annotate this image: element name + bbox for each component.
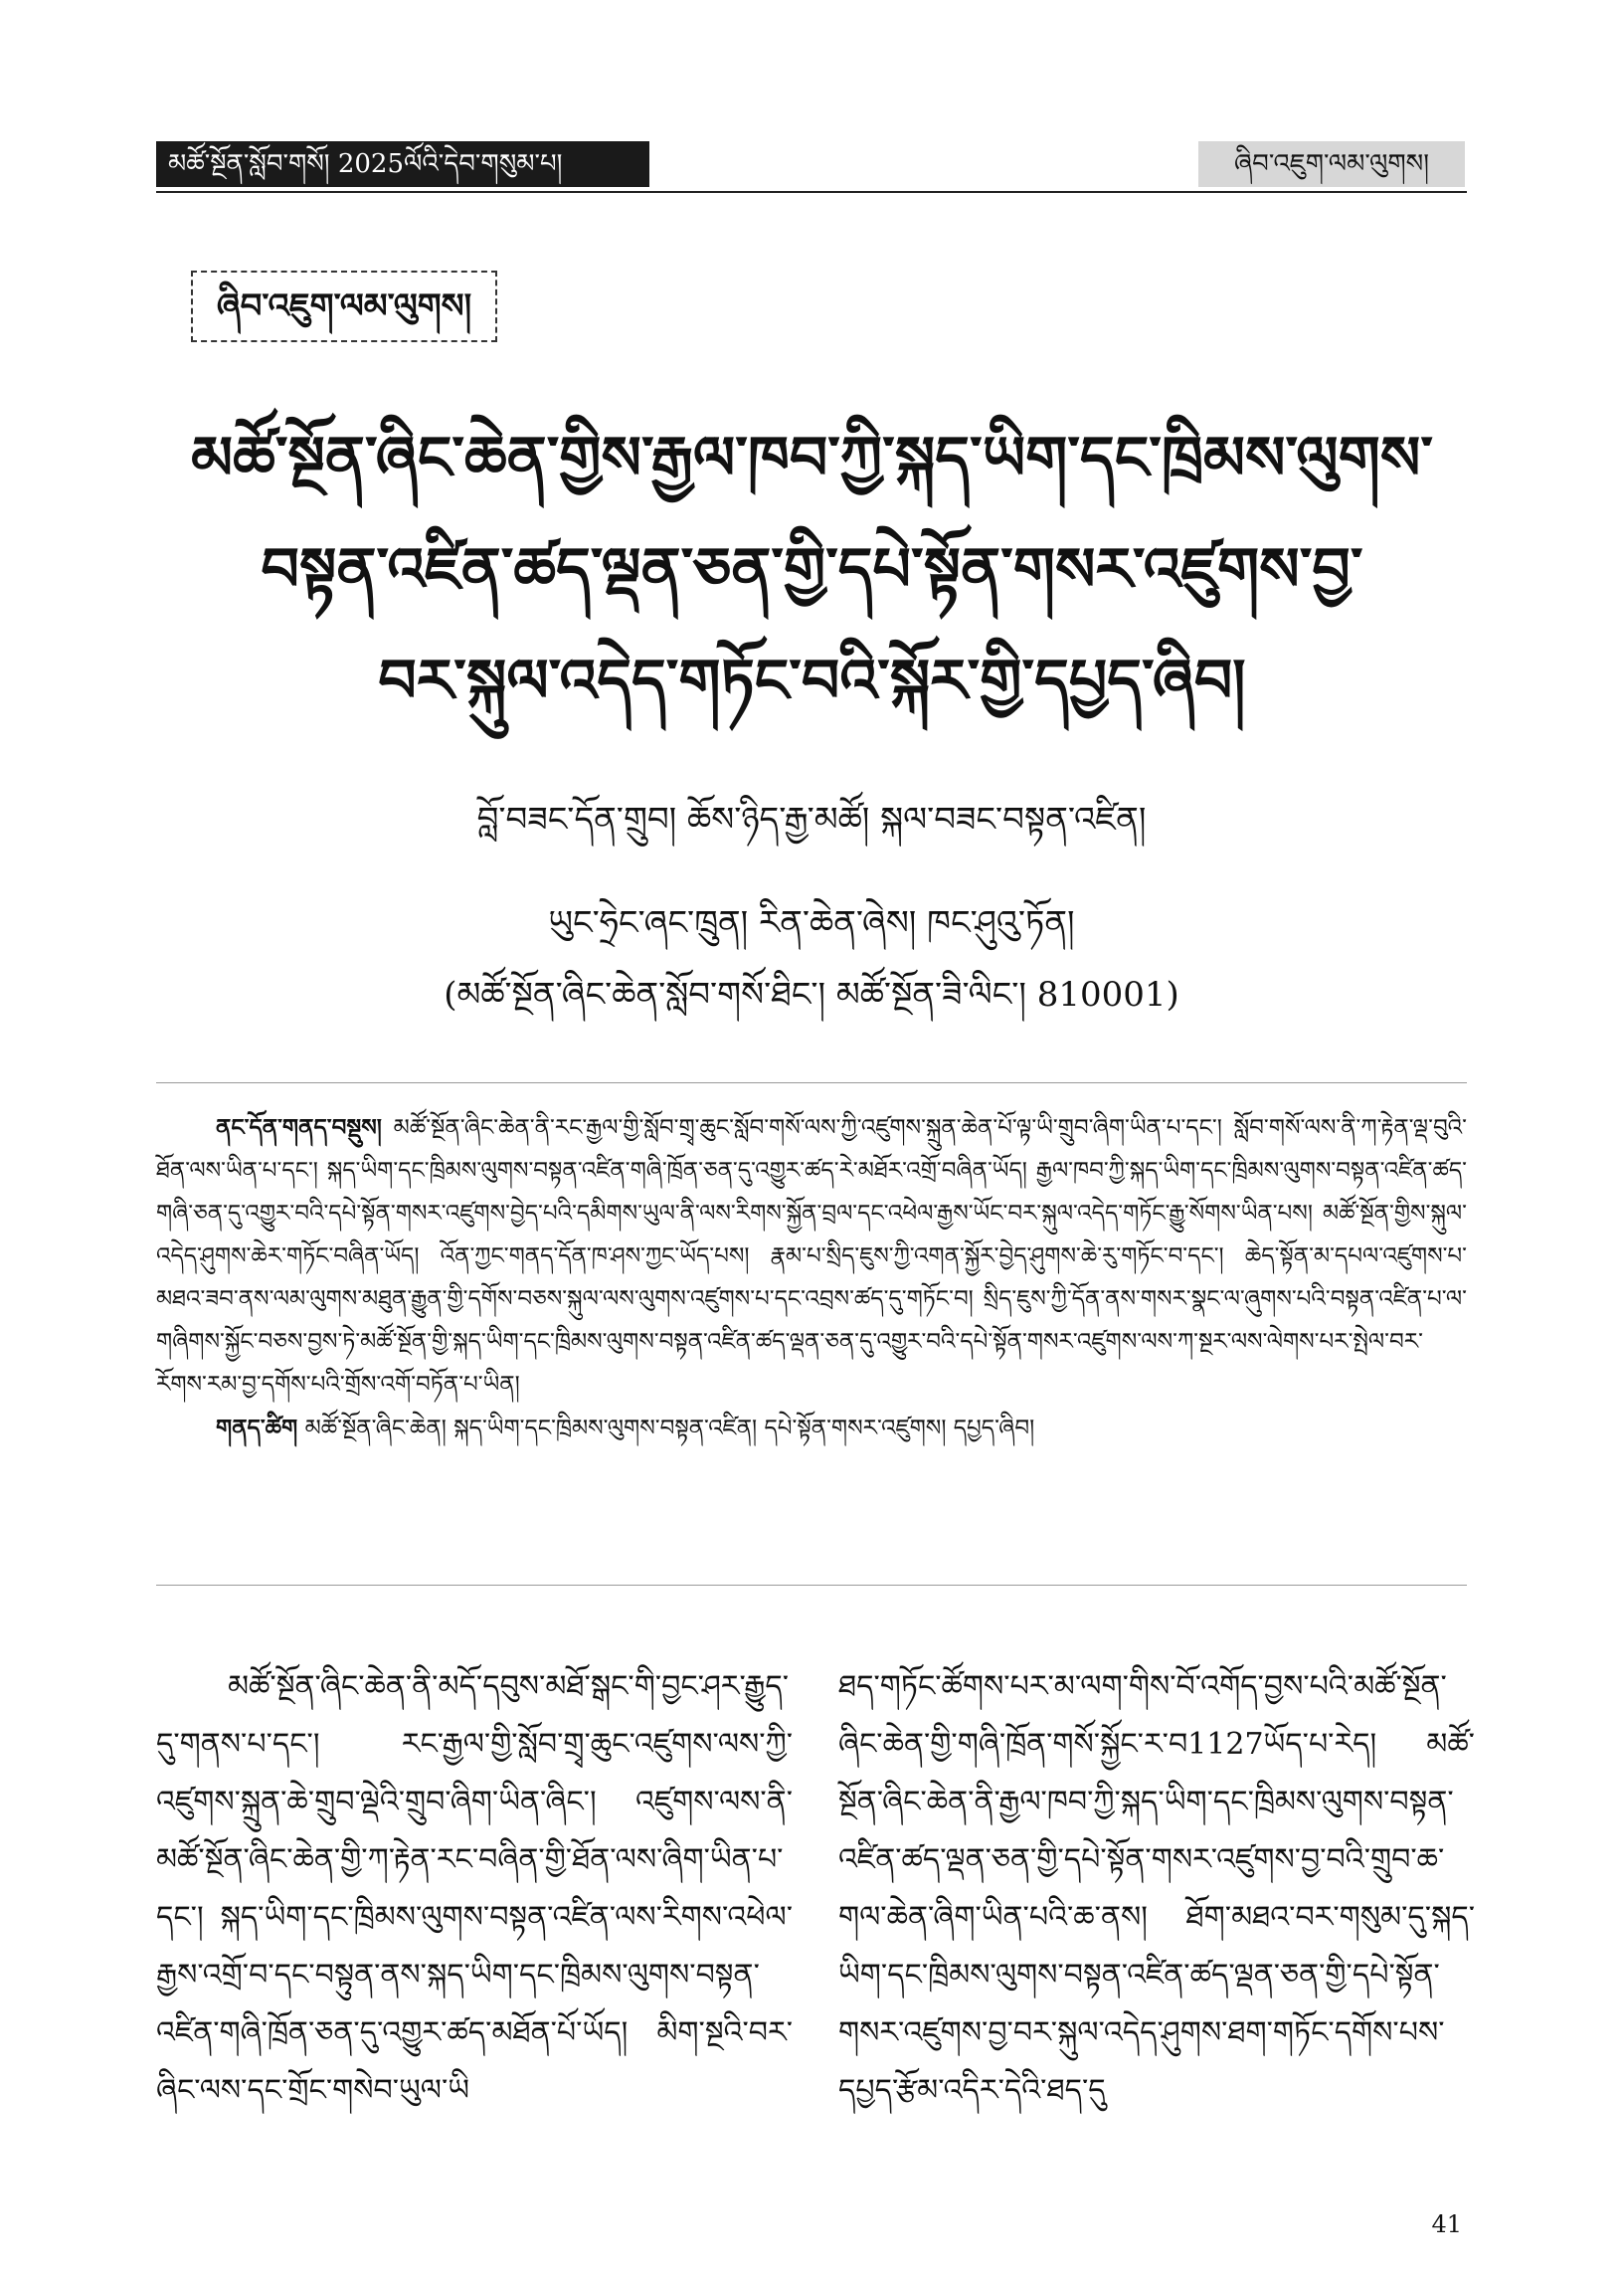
body-column-left [156, 1658, 793, 2120]
keywords-paragraph [156, 1407, 1467, 1450]
affiliation: (མཚོ་སྔོན་ཞིང་ཆེན་སློབ་གསོ་ཐིང་། མཚོ་སྔོན་ཟི་ལིང་། 810001) [444, 975, 1179, 1015]
journal-header: མཚོ་སྔོན་སློབ་གསོ། 2025ལོའི་དེབ་གསུམ་པ། [156, 141, 649, 187]
header-divider [156, 191, 1467, 193]
keywords-label: གནད་ཚིག [216, 1415, 298, 1441]
abstract-top-divider [156, 1082, 1467, 1083]
body-paragraph: ཐད་གཏོང་ཚོགས་པར་མ་ལག་གིས་བོ་འགོད་བྱས་པའི་མཚོ་སྔོན་ཞིང་ཆེན་གྱི་གཞི་ཁྲོན་གསོ་སྐྱོང་ར་བ1127ཡོད་པ་རེད། མཚོ་སྔོན་ཞིང་ཆེན་ནི་རྒྱལ་ཁབ་ཀྱི་སྐད་ཡིག་དང་ཁྲིམས་ལུགས་བསྟན་འཛིན་ཚད་ལྡན་ཅན་གྱི་དཔེ་སྟོན་གསར་འཛུགས་བྱ་བའི་གྲུབ་ཆ་གལ་ཆེན་ཞིག་ཡིན་པའི་ཆ་ནས། ཐོག་མཐའ་བར་གསུམ་དུ་སྐད་ཡིག་དང་ཁྲིམས་ལུགས་བསྟན་འཛིན་ཚད་ལྡན་ཅན་གྱི་དཔེ་སྟོན་གསར་འཛུགས་བྱ་བར་སྐུལ་འདེད་ཤུགས་ཐག་གཏོང་དགོས་པས་དཔྱད་རྩོམ་འདིར་དེའི་ཐད་དུ [838, 1669, 1475, 2108]
title-line: མཚོ་སྔོན་ཞིང་ཆེན་གྱིས་རྒྱལ་ཁབ་ཀྱི་སྐད་ཡིག་དང་ཁྲིམས་ལུགས་ [190, 424, 1434, 493]
section-label-box: ཞིབ་འཇུག་ལམ་ལུགས། [191, 271, 497, 342]
body-paragraph: མཚོ་སྔོན་ཞིང་ཆེན་ནི་མདོ་དབུས་མཐོ་སྒང་གི་བྱང་ཤར་རྒྱུད་དུ་གནས་པ་དང་། རང་རྒྱལ་གྱི་སློབ་གྲྭ་ཆུང་འཛུགས་ལས་ཀྱི་འཛུགས་སྐྲུན་ཆེ་གྲུབ་ལྡེའི་གྲུབ་ཞིག་ཡིན་ཞིང་། འཛུགས་ལས་ནི་མཚོ་སྔོན་ཞིང་ཆེན་གྱི་ཀ་རྟེན་རང་བཞིན་གྱི་ཐོན་ལས་ཞིག་ཡིན་པ་དང་། སྐད་ཡིག་དང་ཁྲིམས་ལུགས་བསྟན་འཛིན་ལས་རིགས་འཕེལ་རྒྱས་འགྲོ་བ་དང་བསྟུན་ནས་སྐད་ཡིག་དང་ཁྲིམས་ལུགས་བསྟན་འཛིན་གཞི་ཁྲོན་ཅན་དུ་འགྱུར་ཚད་མཐོན་པོ་ཡོད། མིག་སྔའི་བར་ཞིང་ལས་དང་གྲོང་གསེབ་ཡུལ་ཡི [156, 1669, 793, 2108]
abstract-label: ནང་དོན་གནད་བསྡུས། [216, 1114, 382, 1141]
abstract-text: མཚོ་སྔོན་ཞིང་ཆེན་ནི་རང་རྒྱལ་གྱི་སློབ་གྲྭ་ཆུང་སློབ་གསོ་ལས་ཀྱི་འཛུགས་སྐྲུན་ཆེན་པོ་ལྟ་ཡི་གྲུབ་ཞིག་ཡིན་པ་དང་། སློབ་གསོ་ལས་ནི་ཀ་རྟེན་ལྡ་བུའི་ཐོན་ལས་ཡིན་པ་དང་། སྐད་ཡིག་དང་ཁྲིམས་ལུགས་བསྟན་འཛིན་གཞི་ཁྲོན་ཅན་དུ་འགྱུར་ཚད་རེ་མཐོར་འགྲོ་བཞིན་ཡོད། རྒྱལ་ཁབ་ཀྱི་སྐད་ཡིག་དང་ཁྲིམས་ལུགས་བསྟན་འཛིན་ཚད་གཞི་ཅན་དུ་འགྱུར་བའི་དཔེ་སྟོན་གསར་འཛུགས་བྱེད་པའི་དམིགས་ཡུལ་ནི་ལས་རིགས་སྐྱོན་བྲལ་དང་འཕེལ་རྒྱས་ཡོང་བར་སྐུལ་འདེད་གཏོང་རྒྱུ་སོགས་ཡིན་པས། མཚོ་སྔོན་གྱིས་སྐུལ་འདེད་ཤུགས་ཆེར་གཏོང་བཞིན་ཡོད། འོན་ཀྱང་གནད་དོན་ཁ་ཤས་ཀྱང་ཡོད་པས། རྣམ་པ་སྲིད་ཇུས་ཀྱི་འགན་སྐྱོར་བྱེད་ཤུགས་ཆེ་རུ་གཏོང་བ་དང་། ཆེད་སྟོན་མ་དཔལ་འཛུགས་པ་མཐའ་ཟབ་ནས་ལམ་ལུགས་མཐུན་རྒྱུན་གྱི་དགོས་བཅས་སྐུལ་ལས་ལུགས་འཛུགས་པ་དང་འབྲས་ཚད་དུ་གཏོང་བ། སྲིད་ཇུས་ཀྱི་དོན་ནས་གསར་སྣང་ལ་ཞུགས་པའི་བསྟན་འཛིན་པ་ལ་གཞིགས་སྐྱོང་བཅས་བྱས་ཏེ་མཚོ་སྔོན་གྱི་སྐད་ཡིག་དང་ཁྲིམས་ལུགས་བསྟན་འཛིན་ཚད་ལྡན་ཅན་དུ་འགྱུར་བའི་དཔེ་སྟོན་གསར་འཛུགས་ལས་ཀ་སྔར་ལས་ལེགས་པར་སྤེལ་བར་རོགས་རམ་བྱ་དགོས་པའི་གྲོས་འགོ་བཏོན་པ་ཡིན། [156, 1115, 1468, 1398]
body-column-right [838, 1658, 1475, 2120]
page-number: 41 [1431, 2210, 1462, 2238]
keywords-text: མཚོ་སྔོན་ཞིང་ཆེན། སྐད་ཡིག་དང་ཁྲིམས་ལུགས་བསྟན་འཛིན། དཔེ་སྟོན་གསར་འཛུགས། དཔྱད་ཞིབ། [304, 1416, 1035, 1441]
abstract-bottom-divider [156, 1585, 1467, 1586]
abstract-block [156, 1106, 1467, 1450]
author-line: ཡུང་ཧྲེང་ཞང་ཁྲུན། རིན་ཆེན་ཞེས། ཁང་ཤུའུ་ཏོན། [548, 903, 1075, 943]
author-line: བློ་བཟང་དོན་གྲུབ། ཆོས་ཉིད་རྒྱ་མཚོ། སྐལ་བཟང་བསྟན་འཛིན། [476, 800, 1147, 840]
article-title [119, 403, 1505, 737]
title-line: བསྟན་འཛིན་ཚད་ལྡན་ཅན་གྱི་དཔེ་སྟོན་གསར་འཛུགས་བྱ་ [261, 535, 1363, 605]
author-list [156, 768, 1467, 975]
abstract-paragraph [156, 1106, 1467, 1407]
section-header: ཞིབ་འཇུག་ལམ་ལུགས། [1198, 141, 1465, 187]
title-line: བར་སྐུལ་འདེད་གཏོང་བའི་སྐོར་གྱི་དཔྱད་ཞིབ། [378, 647, 1246, 716]
